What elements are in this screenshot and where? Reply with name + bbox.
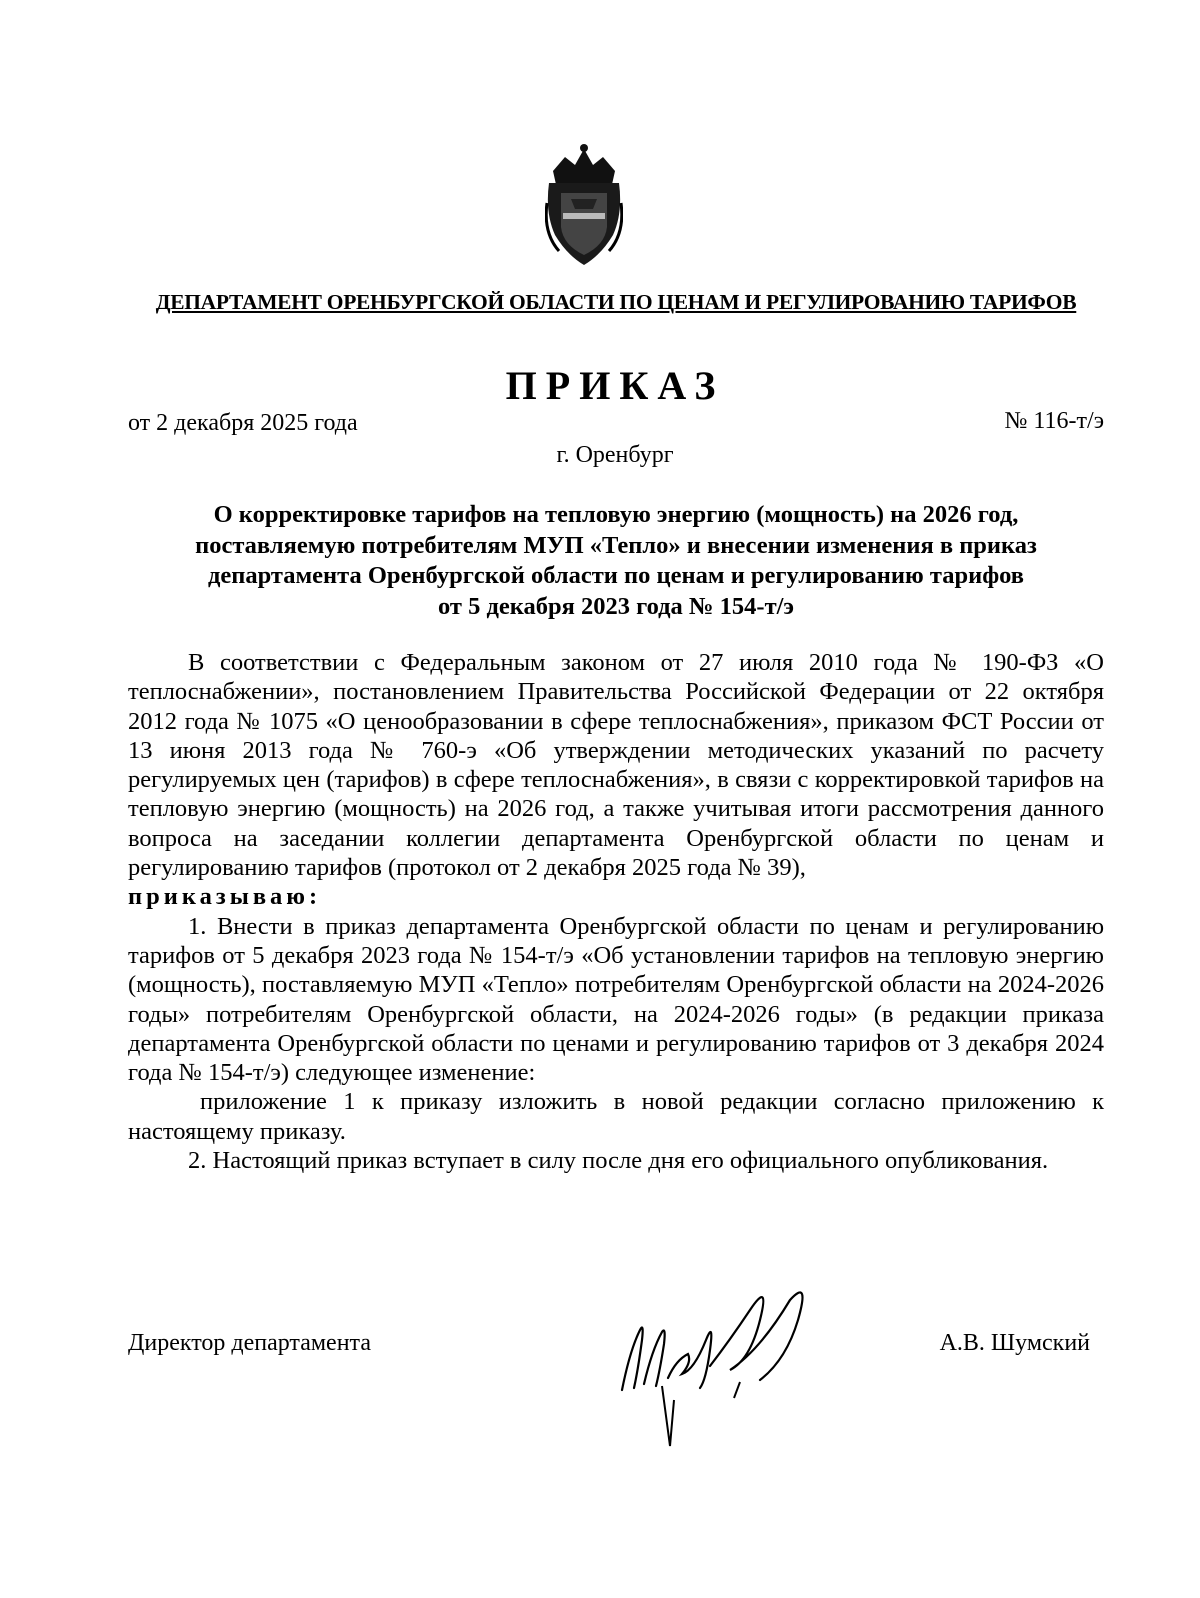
signatory-name: А.В. Шумский [939, 1330, 1090, 1356]
subject-line: от 5 декабря 2023 года № 154-т/э [437, 592, 794, 620]
coat-of-arms-icon [545, 143, 623, 269]
order-date: от 2 декабря 2025 года [128, 410, 358, 436]
item-2-paragraph: 2. Настоящий приказ вступает в силу после дня его официального опубликования. [188, 1147, 1049, 1175]
preamble-paragraph: В соответствии с Федеральным законом от 27 июля 2010 года № 190-ФЗ «О теплоснабжении», постановлением Правительства Российской Федерации от 22 октября 2012 года № 1075 «О ценообразовании в сфере теплоснабжения», приказом ФСТ России от 13 июня 2013 года № 760-э «Об утверждении методических указаний по расчету регулируемых цен (тарифов) в сфере теплоснабжения», в связи с корректировкой тарифов на тепловую энергию (мощность) на 2026 год, а также учитывая итоги рассмотрения данного вопроса на заседании коллегии департамента Оренбургской области по ценам и регулированию тарифов (протокол от 2 декабря 2025 года № 39), [128, 649, 1104, 882]
order-subject [128, 500, 1104, 622]
subject-line: поставляемую потребителям МУП «Тепло» и внесении изменения в приказ [195, 531, 1037, 559]
item-1-paragraph: 1. Внести в приказ департамента Оренбургской области по ценам и регулированию тарифов от 5 декабря 2023 года № 154-т/э «Об установлении тарифов на тепловую энергию (мощность), поставляемую МУП «Тепло» потребителям Оренбургской области на 2024-2026 годы» потребителям Оренбургской области, на 2024-2026 годы» (в редакции приказа департамента Оренбургской области по ценами и регулированию тарифов от 3 декабря 2024 года № 154-т/э) следующее изменение: [128, 912, 1104, 1087]
subject-line: департамента Оренбургской области по ценам и регулированию тарифов [207, 562, 1025, 589]
order-city: г. Оренбург [556, 442, 674, 468]
order-body [128, 648, 1104, 1175]
document-title: ПРИКАЗ [505, 363, 725, 408]
signature-icon [610, 1270, 820, 1450]
department-header: ДЕПАРТАМЕНТ ОРЕНБУРГСКОЙ ОБЛАСТИ ПО ЦЕНАМ И РЕГУЛИРОВАНИЮ ТАРИФОВ [155, 290, 1077, 314]
subject-line: О корректировке тарифов на тепловую энергию (мощность) на 2026 год, [213, 501, 1019, 528]
signatory-position: Директор департамента [128, 1330, 371, 1356]
order-word: приказываю: [128, 883, 322, 911]
item-1-sub-paragraph: приложение 1 к приказу изложить в новой редакции согласно приложению к настоящему приказу. [128, 1088, 1104, 1145]
order-number: № 116-т/э [1004, 408, 1104, 434]
